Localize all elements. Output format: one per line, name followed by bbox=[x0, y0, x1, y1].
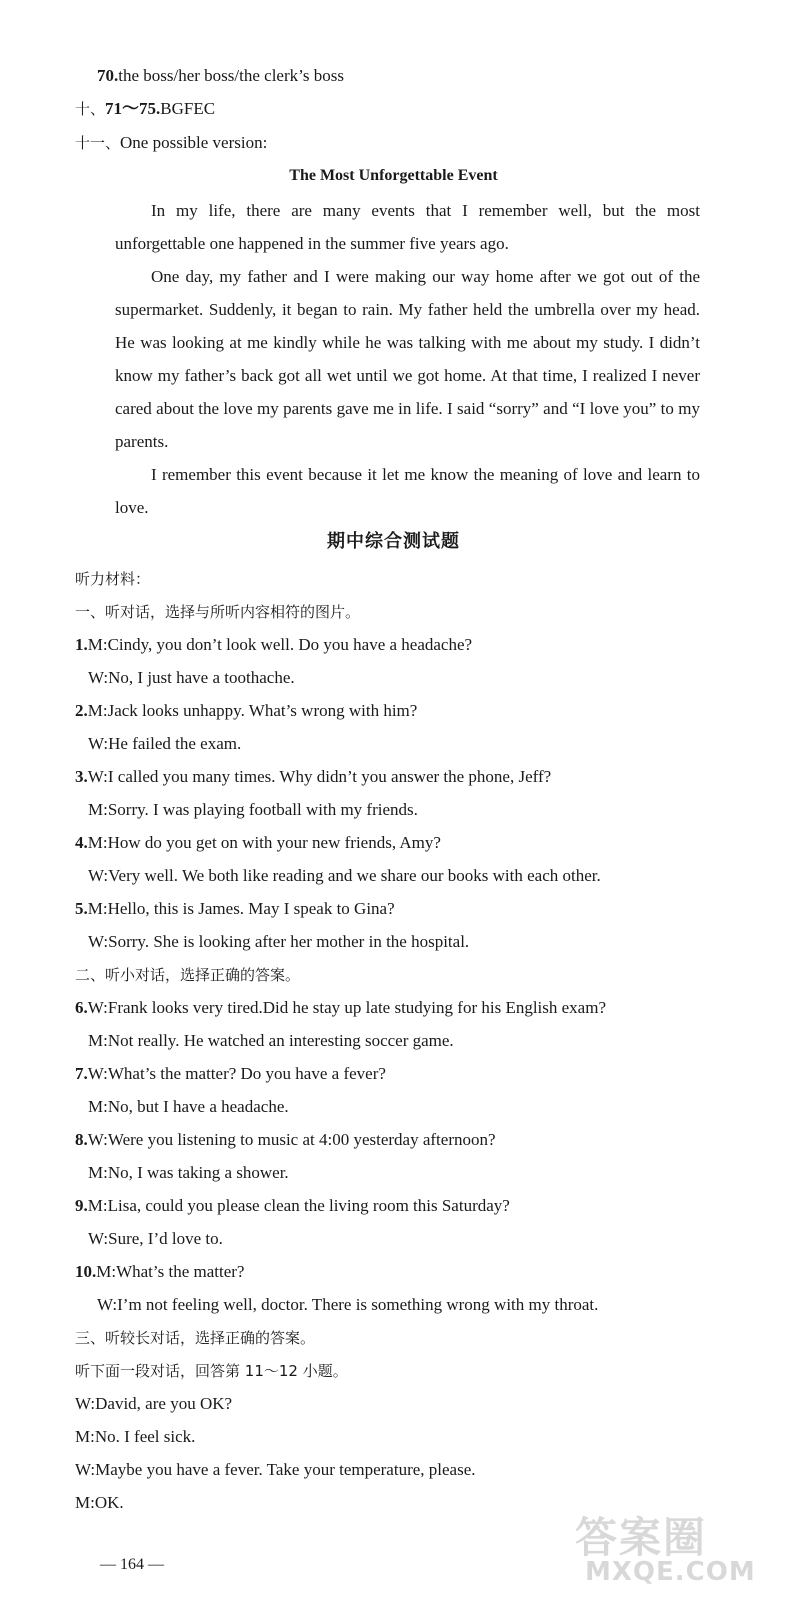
essay-paragraph-3 bbox=[115, 458, 700, 524]
part-2-heading: 二、听小对话，选择正确的答案。 bbox=[75, 966, 301, 984]
watermark-text-cn: 答案圈 bbox=[575, 1513, 708, 1562]
speaker: W: bbox=[75, 1394, 96, 1413]
dialogue-number: 4. bbox=[75, 833, 88, 852]
answer-70 bbox=[97, 66, 344, 86]
utterance: Sure, I’d love to. bbox=[108, 1229, 223, 1248]
essay-paragraph-1-text: In my life, there are many events that I remember well, but the most unforgettable one happened in the summer five years ago. bbox=[115, 201, 700, 253]
speaker: W: bbox=[88, 866, 109, 885]
speaker: M: bbox=[87, 635, 108, 654]
dialogue-number: 9. bbox=[75, 1196, 88, 1215]
essay-paragraph-2 bbox=[115, 260, 700, 458]
dialogue-line bbox=[75, 767, 551, 787]
dialogue-line bbox=[75, 1427, 195, 1447]
dialogue-line bbox=[75, 998, 606, 1018]
dialogue-line bbox=[88, 734, 241, 754]
section-10-answers: BGFEC bbox=[160, 99, 216, 118]
dialogue-line bbox=[75, 1493, 124, 1513]
dialogue-number: 8. bbox=[75, 1130, 88, 1149]
utterance: No, but I have a headache. bbox=[107, 1097, 289, 1116]
utterance: Not really. He watched an interesting soccer game. bbox=[107, 1031, 454, 1050]
dialogue-line bbox=[88, 668, 295, 688]
speaker: W: bbox=[88, 932, 109, 951]
dialogue-number: 7. bbox=[75, 1064, 88, 1083]
dialogue-number: 10. bbox=[75, 1262, 97, 1281]
dialogue-line bbox=[75, 1196, 510, 1216]
listening-label: 听力材料： bbox=[75, 570, 151, 588]
dialogue-line bbox=[88, 932, 469, 952]
essay-paragraph-3-text: I remember this event because it let me know the meaning of love and learn to love. bbox=[115, 465, 700, 517]
dialogue-line bbox=[88, 1097, 289, 1117]
speaker: W: bbox=[88, 734, 109, 753]
dialogue-number: 3. bbox=[75, 767, 88, 786]
dialogue-line bbox=[88, 1031, 454, 1051]
dialogue-line bbox=[97, 1295, 598, 1315]
speaker: M: bbox=[88, 1097, 108, 1116]
speaker: W: bbox=[87, 1064, 108, 1083]
speaker: W: bbox=[88, 668, 109, 687]
dialogue-line bbox=[88, 1163, 289, 1183]
dialogue-line bbox=[75, 1130, 496, 1150]
section-11-prefix: 十一、 bbox=[75, 134, 121, 152]
dialogue-line bbox=[75, 1394, 232, 1414]
dialogue-number: 1. bbox=[75, 635, 88, 654]
dialogue-line bbox=[75, 1064, 386, 1084]
utterance: Jack looks unhappy. What’s wrong with him? bbox=[107, 701, 418, 720]
speaker: M: bbox=[87, 701, 108, 720]
dialogue-line bbox=[75, 701, 417, 721]
section-11-text: One possible version: bbox=[120, 133, 268, 152]
speaker: W: bbox=[88, 1229, 109, 1248]
essay-title: The Most Unforgettable Event bbox=[289, 167, 498, 184]
section-10-prefix: 十、 bbox=[75, 100, 106, 118]
speaker: M: bbox=[88, 800, 108, 819]
dialogue-line bbox=[88, 1229, 223, 1249]
speaker: W: bbox=[87, 767, 108, 786]
dialogue-line bbox=[75, 635, 472, 655]
section-10-range: 71～75. bbox=[105, 99, 161, 118]
utterance: David, are you OK? bbox=[95, 1394, 233, 1413]
utterance: Hello, this is James. May I speak to Gina? bbox=[107, 899, 395, 918]
speaker: W: bbox=[87, 1130, 108, 1149]
speaker: M: bbox=[87, 1196, 108, 1215]
utterance: Maybe you have a fever. Take your temperature, please. bbox=[95, 1460, 476, 1479]
utterance: Were you listening to music at 4:00 yesterday afternoon? bbox=[107, 1130, 496, 1149]
speaker: M: bbox=[87, 899, 108, 918]
utterance: OK. bbox=[94, 1493, 124, 1512]
watermark-text-en: MXQE.COM bbox=[585, 1557, 756, 1587]
speaker: M: bbox=[88, 1163, 108, 1182]
part-1-heading: 一、听对话，选择与所听内容相符的图片。 bbox=[75, 603, 361, 621]
speaker: M: bbox=[88, 1031, 108, 1050]
utterance: Sorry. She is looking after her mother in the hospital. bbox=[108, 932, 470, 951]
utterance: No. I feel sick. bbox=[94, 1427, 196, 1446]
speaker: M: bbox=[75, 1427, 95, 1446]
utterance: Sorry. I was playing football with my friends. bbox=[107, 800, 418, 819]
dialogue-line bbox=[75, 833, 441, 853]
dialogue-number: 2. bbox=[75, 701, 88, 720]
speaker: M: bbox=[96, 1262, 117, 1281]
utterance: Cindy, you don’t look well. Do you have a headache? bbox=[107, 635, 473, 654]
utterance: How do you get on with your new friends, Amy? bbox=[107, 833, 441, 852]
watermark-logo bbox=[565, 1505, 775, 1595]
answer-section-11 bbox=[75, 133, 267, 153]
utterance: He failed the exam. bbox=[108, 734, 242, 753]
part-3-subheading: 听下面一段对话，回答第 11～12 小题。 bbox=[75, 1362, 348, 1380]
speaker: M: bbox=[87, 833, 108, 852]
answer-section-10 bbox=[75, 99, 215, 119]
speaker: W: bbox=[97, 1295, 118, 1314]
essay-paragraph-1 bbox=[115, 194, 700, 260]
dialogue-line bbox=[88, 800, 418, 820]
utterance: What’s the matter? bbox=[116, 1262, 245, 1281]
utterance: Very well. We both like reading and we share our books with each other. bbox=[108, 866, 601, 885]
speaker: W: bbox=[87, 998, 108, 1017]
answer-70-number: 70. bbox=[97, 66, 119, 85]
utterance: Frank looks very tired.Did he stay up late studying for his English exam? bbox=[107, 998, 606, 1017]
speaker: W: bbox=[75, 1460, 96, 1479]
dialogue-line bbox=[88, 866, 601, 886]
utterance: No, I was taking a shower. bbox=[107, 1163, 289, 1182]
dialogue-line bbox=[75, 899, 395, 919]
speaker: M: bbox=[75, 1493, 95, 1512]
midterm-title: 期中综合测试题 bbox=[327, 531, 460, 552]
dialogue-line bbox=[75, 1460, 476, 1480]
dialogue-number: 5. bbox=[75, 899, 88, 918]
part-3-heading: 三、听较长对话，选择正确的答案。 bbox=[75, 1329, 316, 1347]
page-number: — 164 — bbox=[100, 1556, 164, 1573]
utterance: No, I just have a toothache. bbox=[108, 668, 295, 687]
dialogue-number: 6. bbox=[75, 998, 88, 1017]
utterance: I’m not feeling well, doctor. There is something wrong with my throat. bbox=[117, 1295, 599, 1314]
utterance: What’s the matter? Do you have a fever? bbox=[107, 1064, 386, 1083]
dialogue-line bbox=[75, 1262, 244, 1282]
essay-paragraph-2-text: One day, my father and I were making our way home after we got out of the supermarket. Suddenly, it began to rain. My father held the umbrella over my head. He was looking at me kindly while he was talking with me about my study. I didn’t know my father’s back got all wet until we got home. At that time, I realized I never cared about the love my parents gave me in life. I said “sorry” and “I love you” to my parents. bbox=[115, 267, 700, 451]
answer-70-text: the boss/her boss/the clerk’s boss bbox=[118, 66, 344, 85]
utterance: Lisa, could you please clean the living room this Saturday? bbox=[107, 1196, 510, 1215]
utterance: I called you many times. Why didn’t you answer the phone, Jeff? bbox=[107, 767, 552, 786]
